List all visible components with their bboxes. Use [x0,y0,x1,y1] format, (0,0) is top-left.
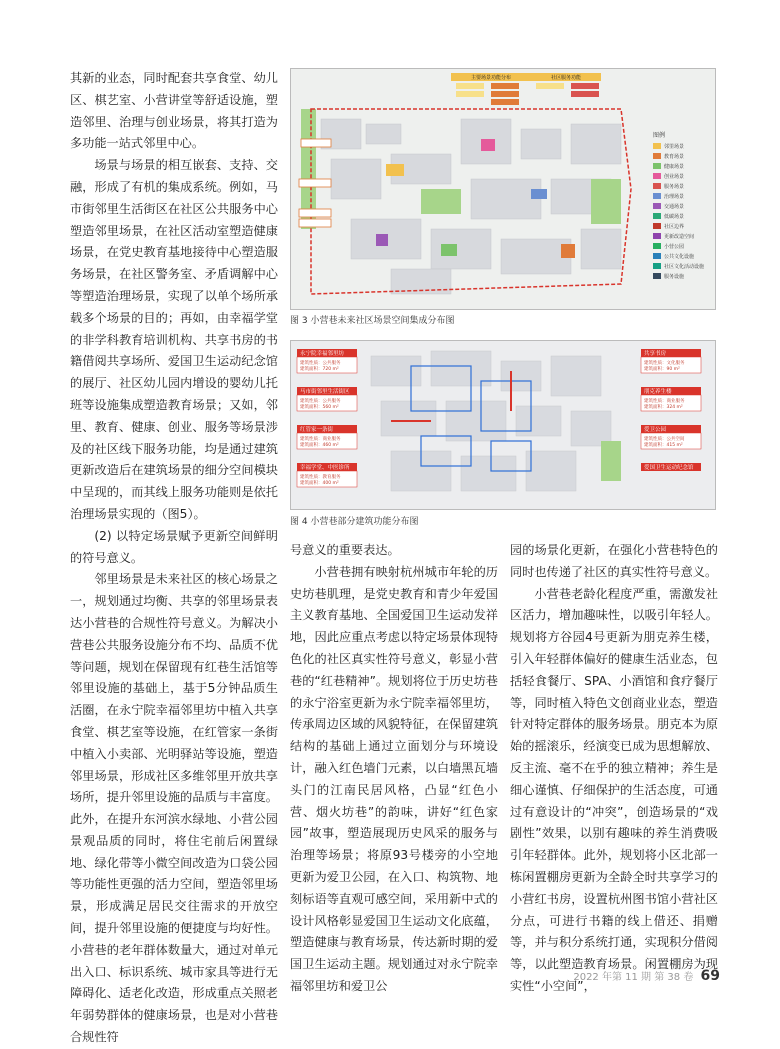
figure-4-caption: 图 4 小营巷部分建筑功能分布图 [290,517,419,527]
legend-label: 服务场景 [664,184,685,190]
paragraph: 场景与场景的相互嵌套、支持、交融，形成了有机的集成系统。例如，马市街邻里生活街区在社区公共服务中心塑造邻里场景，在社区活动室塑造健康场景，在党史教育基地接待中心塑造服务场景，在社区警务室、矛盾调解中心等塑造治理场景，实现了以单个场所承载多个场景的目的；再如，由幸福学堂的非学科教育培训机构、共享书房的书籍借阅共享场所、爱国卫生运动纪念馆的展厅、社区幼儿园内增设的婴幼儿托班等设施集成塑造教育场景；又如，邻里、教育、健康、创业、服务等场景涉及的社区线下服务功能，均是通过建筑更新改造后在建筑场景的细分空间模块中呈现的，而其线上服务功能则是依托治理场景实现的（图5）。 [70,158,278,521]
legend-label: 社区文化活动设施 [664,264,705,270]
figure-3-header-right: 社区服务功能 [550,75,582,81]
building-label-title: 马市街邻里生活街区 [300,389,350,395]
legend-label: 更新改造空间 [664,234,695,240]
building-label [641,387,701,411]
legend-label: 公共文化设施 [664,254,695,260]
building-label [297,387,357,411]
legend-swatch [653,213,661,219]
paragraph: 邻里场景是未来社区的核心场景之一，规划通过均衡、共享的邻里场景表达小营巷的合规性符号意义。为解决小营巷公共服务设施分布不均、品质不优等问题，规划在保留现有红巷生活馆等邻里设施的基础上，基于5分钟品质生活圈，在永宁院幸福邻里坊中植入共享食堂、棋艺室等设施，在红管家一条街中植入小卖部、光明驿站等设施，塑造邻里场景，形成社区多维邻里开放共享场所，提升邻里设施的品质与丰富度。此外，在提升东河滨水绿地、小营公园景观品质的同时，将住宅前后闲置绿地、绿化带等小微空间改造为口袋公园等功能性更强的活力空间，塑造邻里场景，形成满足居民交往需求的开放空间，提升邻里设施的便捷度与均好性。小营巷的老年群体数量大，通过对单元出入口、标识系统、城市家具等进行无障碍化、适老化改造，形成重点关照老年弱势群体的健康场景，也是对小营巷合规性符 [70,572,278,1045]
building-label-title: 红管家一条街 [300,427,334,433]
figure-3-legend-title: 图例 [653,132,666,139]
legend-swatch [653,263,661,269]
legend-swatch [653,173,661,179]
building-label-line: 建筑性质：商业服务 [300,437,341,442]
building-label-line: 建筑面积：400 m² [300,481,339,486]
building-label-line: 建筑性质：教育服务 [300,475,341,480]
paragraph: 其新的业态，同时配套共享食堂、幼儿区、棋艺室、小营讲堂等舒适设施，塑造邻里、治理与创业场景，将其打造为多功能一站式邻里中心。 [70,71,278,151]
legend-label: 创业场景 [664,174,685,180]
page-number: 69 [700,968,720,984]
legend-swatch [653,203,661,209]
building-label-title: 朋克养生楼 [644,389,672,395]
building-label-line: 建筑性质：公共服务 [300,361,341,366]
legend-label: 邻里场景 [664,144,685,150]
building-label-line: 建筑面积：415 m² [644,443,683,448]
legend-swatch [653,223,661,229]
building-label-title: 幸福学堂、中医诊所 [300,465,350,471]
building-label-title: 爱国卫生运动纪念馆 [644,465,694,471]
legend-label: 治理场景 [664,194,685,200]
left-text-column [70,68,278,1049]
building-label [641,463,701,471]
legend-swatch [653,153,661,159]
legend-label: 健康场景 [664,164,685,170]
legend-label: 社区边界 [664,224,685,230]
building-label [641,349,701,373]
legend-label: 教育场景 [664,154,685,160]
legend-swatch [653,253,661,259]
figure-4-map [290,340,716,510]
legend-swatch [653,193,661,199]
figure-3-caption: 图 3 小营巷未来社区场景空间集成分布图 [290,316,455,326]
building-label-line: 建筑性质：公共空间 [644,437,685,442]
page-footer [573,968,720,984]
building-label-line: 建筑面积：90 m² [644,367,680,372]
legend-label: 小营公园 [664,244,685,250]
building-label-line: 建筑性质：文化服务 [644,361,685,366]
issue-info: 2022 年第 11 期 第 38 卷 [573,972,694,983]
figure-3-map [290,68,716,310]
legend-swatch [653,183,661,189]
building-label-title: 爱卫公园 [644,427,667,433]
legend-label: 服务设施 [664,274,685,280]
building-label [297,349,357,373]
figure-3-svg [291,69,715,309]
legend-swatch [653,273,661,279]
legend-swatch [653,243,661,249]
legend-swatch [653,233,661,239]
legend-label: 低碳场景 [664,214,685,220]
paragraph: 小营巷拥有映射杭州城市年轮的历史坊巷肌理，是党史教育和青少年爱国主义教育基地、全国爱国卫生运动发祥地，因此应重点考虑以特定场景体现特色化的社区真实性符号意义，彰显小营巷的“红巷精神”。规划将位于历史坊巷的永宁浴室更新为永宁院幸福邻里坊，传承周边区域的风貌特征，在保留建筑结构的基础上通过立面划分与环境设计，融入红色墙门元素，以白墙黑瓦墙头门的江南民居风格，凸显“红色小营、烟火坊巷”的韵味，讲好“红色家园”故事，塑造展现历史风采的服务与治理等场景；将原93号楼旁的小空地更新为爱卫公园，在入口、构筑物、地刻标语等直观可感空间，采用新中式的设计风格彰显爱国卫生运动文化底蕴，塑造健康与教育场景，传达新时期的爱国卫生运动主题。规划通过对永宁院幸福邻里坊和爱卫公 [290,564,498,993]
building-label-line: 建筑面积：560 m² [300,405,339,410]
building-label-line: 建筑性质：公共服务 [300,399,341,404]
building-label-title: 共享书房 [644,351,667,357]
paragraph: 园的场景化更新，在强化小营巷特色的同时也传递了社区的真实性符号意义。 [510,543,718,579]
legend-swatch [653,143,661,149]
right-text-column [510,540,718,998]
building-label-line: 建筑性质：商业服务 [644,399,685,404]
legend-label: 交通场景 [664,204,685,210]
building-label-line: 建筑面积：460 m² [300,443,339,448]
building-label [641,425,701,449]
paragraph: 小营巷老龄化程度严重，需激发社区活力，增加趣味性，以吸引年轻人。规划将方谷园4号更新为朋克养生楼，引入年轻群体偏好的健康生活业态，包括轻食餐厅、SPA、小酒馆和食疗餐厅等，同时植入特色文创商业业态，塑造针对特定群体的服务场景。朋克本为原始的摇滚乐，经演变已成为思想解放、反主流、毫不在乎的独立精神；养生是细心谨慎、仔细保护的生活态度，可通过有意设计的“冲突”，创造场景的“戏剧性”效果，以别有趣味的养生消费吸引年轻群体。此外，规划将小区北部一栋闲置棚房更新为全龄全时共享学习的小营红书房，设置杭州图书馆小营社区分点，可进行书籍的线上借还、捐赠等，并与积分系统打通，实现积分借阅等，以此塑造教育场景。闲置棚房为现实性“小空间”， [510,586,718,993]
building-label-line: 建筑面积：720 m² [300,367,339,372]
building-label [297,463,357,487]
figure-3-header-left: 主要场景功能分布 [470,75,512,81]
middle-text-column [290,540,498,998]
building-label-line: 建筑面积：324 m² [644,405,683,410]
figure-4-svg [291,341,715,509]
building-label-title: 永宁院幸福邻里坊 [300,351,345,357]
building-label [297,425,357,449]
paragraph: 号意义的重要表达。 [290,543,400,557]
section-heading: (2) 以特定场景赋予更新空间鲜明的符号意义。 [70,528,278,565]
legend-swatch [653,163,661,169]
